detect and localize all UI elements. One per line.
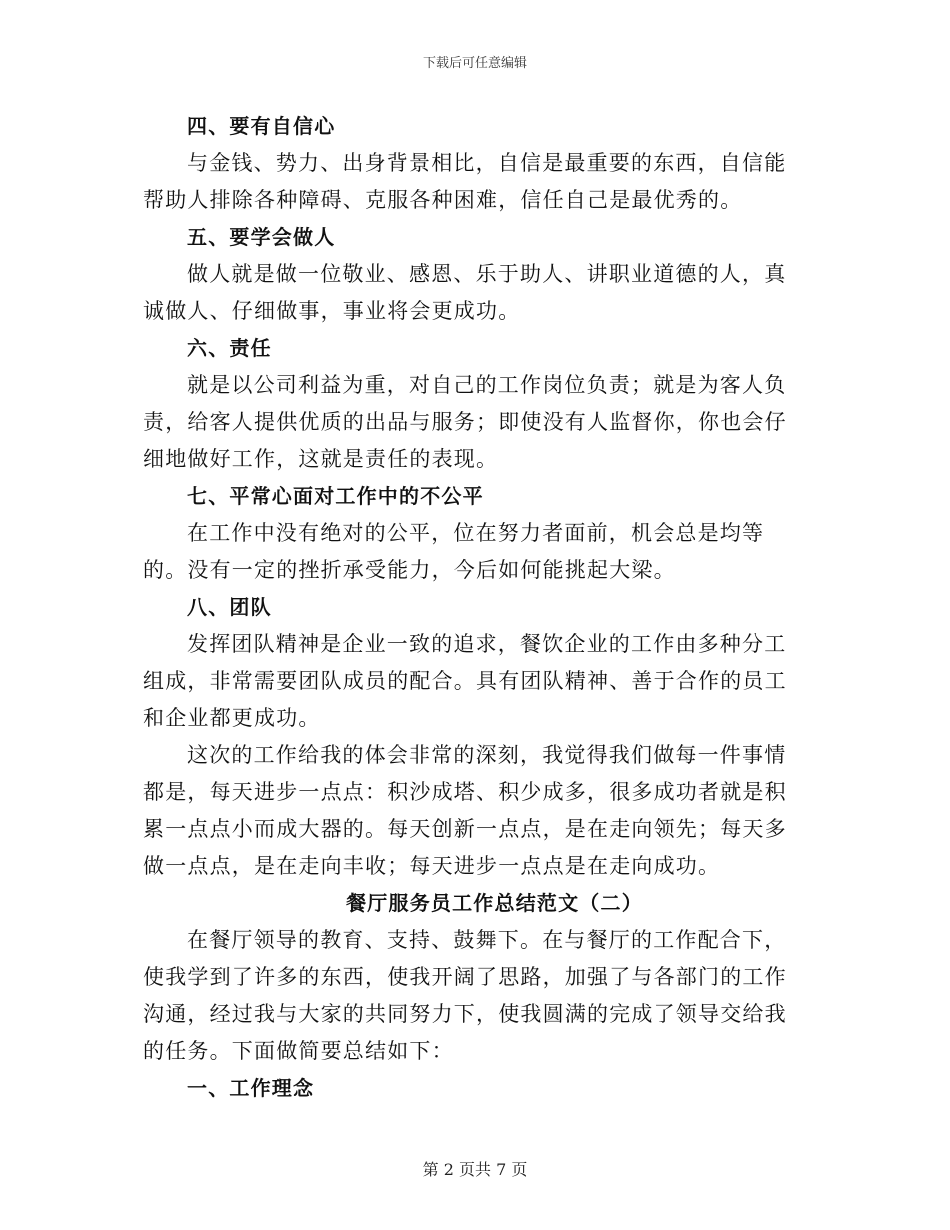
section-heading: 七、平常心面对工作中的不公平 xyxy=(187,484,484,508)
page-footer: 第 2 页共 7 页 xyxy=(422,1160,528,1179)
section-heading: 五、要学会做人 xyxy=(187,225,336,249)
section-heading: 四、要有自信心 xyxy=(187,114,336,138)
section-heading: 八、团队 xyxy=(187,595,272,619)
document-title: 餐厅服务员工作总结范文（二） xyxy=(346,891,643,915)
section-paragraph: 与金钱、势力、出身背景相比，自信是最重要的东西，自信能帮助人排除各种障碍、克服各种困难，信任自己是最优秀的。 xyxy=(143,151,787,212)
page-header: 下载后可任意编辑 xyxy=(422,56,527,71)
section-heading: 一、工作理念 xyxy=(187,1076,315,1100)
section-paragraph: 发挥团队精神是企业一致的追求，餐饮企业的工作由多种分工组成，非常需要团队成员的配合。具有团队精神、善于合作的员工和企业都更成功。 xyxy=(143,632,787,730)
document-body xyxy=(143,108,808,1107)
section-heading: 六、责任 xyxy=(187,336,272,360)
intro-paragraph: 在餐厅领导的教育、支持、鼓舞下。在与餐厅的工作配合下，使我学到了许多的东西，使我开阔了思路，加强了与各部门的工作沟通，经过我与大家的共同努力下，使我圆满的完成了领导交给我的任务。下面做简要总结如下： xyxy=(143,928,787,1063)
section-paragraph: 就是以公司利益为重，对自己的工作岗位负责；就是为客人负责，给客人提供优质的出品与服务；即使没有人监督你，你也会仔细地做好工作，这就是责任的表现。 xyxy=(143,373,787,471)
section-paragraph: 做人就是做一位敬业、感恩、乐于助人、讲职业道德的人，真诚做人、仔细做事，事业将会更成功。 xyxy=(143,262,787,323)
section-paragraph: 这次的工作给我的体会非常的深刻，我觉得我们做每一件事情都是，每天进步一点点：积沙成塔、积少成多，很多成功者就是积累一点点小而成大器的。每天创新一点点，是在走向领先；每天多做一点点，是在走向丰收；每天进步一点点是在走向成功。 xyxy=(143,743,787,878)
section-paragraph: 在工作中没有绝对的公平，位在努力者面前，机会总是均等的。没有一定的挫折承受能力，今后如何能挑起大梁。 xyxy=(143,521,765,582)
